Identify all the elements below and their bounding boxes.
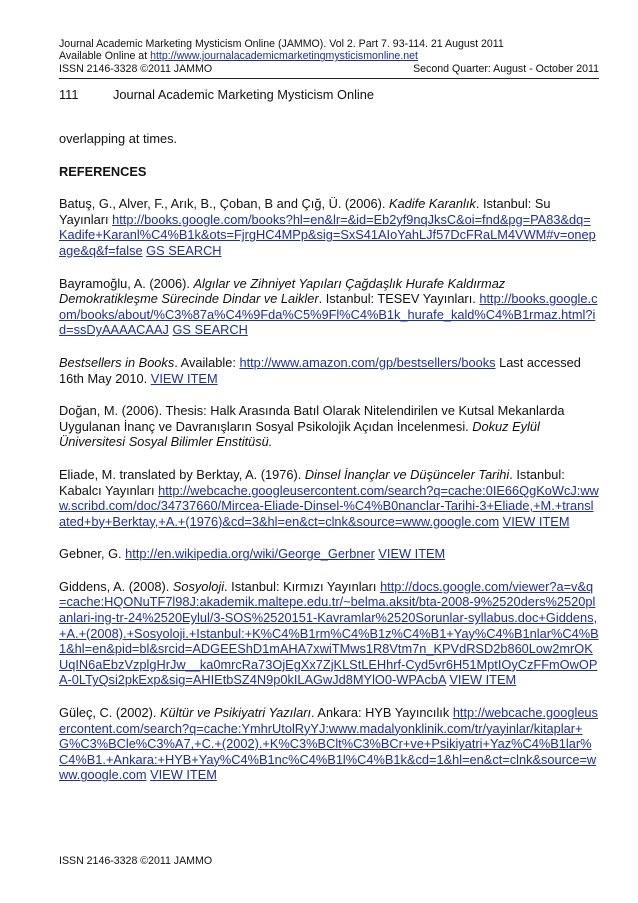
ref-url-link[interactable]: http://docs.google.com/viewer?a=v&q=cache:HQONuTF7l98J:akademik.maltepe.edu.tr/~belma.aksit/bta-2008-9%2520ders%2520planlari-ing-tr-24%2520Eylul/3-SOS%2520151-Kavramlar%2520Sorunlar-syllabus.doc+Giddens,+A.+(2008).+Sosyoloji.+Istanbul:+K%C4%B1rm%C4%B1z%C4%B1+Yay%C4%B1nlar%C4%B1&hl=en&pid=bl&srcid=ADGEEShD1mAHA7xwiTMws1R8Vtm7n_KPVdRSD2b860Low2mrOKUqIN6aEbzVzplgHrJw__ka0mrcRa73OjEgXx7ZjKLStLEHhrf-Cyd5vr6H51MptIOyCzFFmOwOPA-0LTyQsi2pkExp&sig=AHIEtbSZ4N9p0kILAGwJd8MYlO0-WPAcbA bbox=[59, 578, 599, 688]
view-item-link[interactable]: VIEW ITEM bbox=[150, 370, 218, 386]
ref-publisher: . Istanbul: Su Yayınları bbox=[59, 196, 551, 227]
reference-entry bbox=[59, 403, 599, 450]
intro-text: overlapping at times. bbox=[59, 131, 178, 146]
ref-authors: Giddens, A. (2008). bbox=[59, 578, 173, 594]
view-item-link[interactable]: VIEW ITEM bbox=[449, 672, 517, 688]
ref-url-link[interactable]: http://www.amazon.com/gp/bestsellers/books bbox=[239, 354, 496, 370]
ref-authors: Gebner, G. bbox=[59, 546, 126, 562]
ref-authors: Batuş, G., Alver, F., Arık, B., Çoban, B and Çığ, Ü. (2006). bbox=[59, 196, 390, 212]
ref-authors: Eliade, M. translated by Berktay, A. (1976). bbox=[59, 466, 305, 482]
ref-title: Kültür ve Psikiyatri Yazıları bbox=[160, 705, 312, 721]
ref-url-link[interactable]: http://webcache.googleusercontent.com/search?q=cache:0IE66QgKoWcJ:www.scribd.com/doc/34737660/Mircea-Eliade-Dinsel-%C4%B0nanclar-Tarihi-3+Eliade,+M.+translated+by+Berktay,+A.+(1976)&cd=3&hl=en&ct=clnk&source=www.google.com bbox=[59, 482, 599, 529]
reference-entry bbox=[59, 355, 599, 386]
ref-publisher: . Istanbul: TESEV Yayınları. bbox=[318, 291, 476, 307]
journal-website-link[interactable]: http://www.journalacademicmarketingmysticismonline.net bbox=[150, 50, 418, 63]
header-issn-row bbox=[59, 63, 599, 75]
page-number: 111 bbox=[59, 87, 79, 102]
header-journal-line: Journal Academic Marketing Mysticism Online (JAMMO). Vol 2. Part 7. 93-114. 21 August 2011 bbox=[59, 38, 504, 50]
ref-url-link[interactable]: http://books.google.com/books?hl=en&lr=&id=Eb2yf9nqJksC&oi=fnd&pg=PA83&dq=Kadife+Karanl%C4%B1k&ots=FjrgHC4MPp&sig=SxS41AIoYahLJf57DcFRaLM4VWM#v=onepage&q&f=false bbox=[59, 211, 596, 258]
ref-url-link[interactable]: http://en.wikipedia.org/wiki/George_Gerbner bbox=[125, 546, 375, 562]
reference-entry bbox=[59, 467, 599, 529]
view-item-link[interactable]: VIEW ITEM bbox=[502, 513, 570, 529]
ref-title: Bestsellers in Books bbox=[59, 354, 175, 370]
gs-search-link[interactable]: GS SEARCH bbox=[172, 322, 248, 338]
ref-url-link[interactable]: http://books.google.com/books/about/%C3%87a%C4%9Fda%C5%9Fl%C4%B1k_hurafe_kald%C4%B1rmaz.html?id=ssDyAAAACAAJ bbox=[59, 291, 598, 338]
reference-entry bbox=[59, 546, 599, 562]
ref-authors: Doğan, M. (2006). Thesis: Halk Arasında Batıl Olarak Nitelendirilen ve Kutsal Mekanlarda Uygulanan İnanç ve Davranışların Sosyal Psikolojik Açıdan İncelenmesi. bbox=[59, 403, 565, 434]
ref-authors: Bayramoğlu, A. (2006). bbox=[59, 275, 194, 291]
ref-url-link[interactable]: http://webcache.googleusercontent.com/search?q=cache:YmhrUtolRyYJ:www.madalyonklinik.com/tr/yayinlar/kitaplar+G%C3%BCle%C3%A7,+C.+(2002).+K%C3%BClt%C3%BCr+ve+Psikiyatri+Yaz%C4%B1lar%C4%B1.+Ankara:+HYB+Yay%C4%B1nc%C4%B1l%C4%B1k&cd=1&hl=en&ct=clnk&source=www.google.com bbox=[59, 705, 598, 783]
ref-access-date: Last accessed 16th May 2010. bbox=[59, 354, 581, 386]
ref-authors: Güleç, C. (2002). bbox=[59, 705, 160, 721]
references-heading: REFERENCES bbox=[59, 163, 147, 179]
ref-title: Kadife Karanlık bbox=[389, 196, 476, 212]
running-head-title: Journal Academic Marketing Mysticism Online bbox=[113, 87, 375, 102]
view-item-link[interactable]: VIEW ITEM bbox=[150, 767, 217, 783]
ref-title: Dinsel İnançlar ve Düşünceler Tarihi bbox=[304, 466, 510, 482]
ref-title: Dokuz Eylül Üniversitesi Sosyal Bilimler Enstitüsü. bbox=[59, 418, 540, 450]
ref-title: Sosyoloji bbox=[172, 578, 225, 594]
ref-title: Algılar ve Zihniyet Yapıları Çağdaşlık Hurafe Kaldırmaz Demokratikleşme Sürecinde Dindar ve Laikler bbox=[59, 275, 506, 307]
reference-entry bbox=[59, 196, 599, 258]
ref-publisher: . Ankara: HYB Yayıncılık bbox=[311, 705, 450, 721]
page-footer: ISSN 2146-3328 ©2011 JAMMO bbox=[59, 855, 213, 867]
journal-header bbox=[59, 38, 599, 75]
ref-availability: . Available: bbox=[174, 354, 240, 370]
gs-search-link[interactable]: GS SEARCH bbox=[146, 242, 222, 258]
page-body bbox=[59, 131, 599, 800]
reference-entry bbox=[59, 579, 599, 688]
header-availability-prefix: Available Online at bbox=[59, 50, 151, 63]
header-issn: ISSN 2146-3328 ©2011 JAMMO bbox=[59, 62, 213, 75]
running-head bbox=[59, 87, 599, 102]
header-divider bbox=[59, 78, 599, 79]
header-availability-line bbox=[59, 50, 599, 62]
ref-publisher: . Istanbul: Kırmızı Yayınları bbox=[224, 578, 377, 594]
reference-entry bbox=[59, 705, 599, 783]
reference-entry bbox=[59, 276, 599, 338]
header-quarter: Second Quarter: August - October 2011 bbox=[413, 62, 599, 75]
ref-publisher: . Istanbul: Kabalcı Yayınları bbox=[59, 466, 565, 498]
view-item-link[interactable]: VIEW ITEM bbox=[378, 546, 446, 562]
